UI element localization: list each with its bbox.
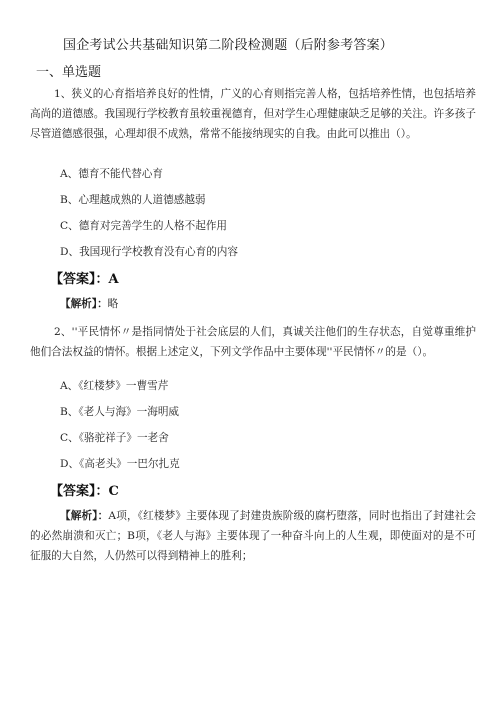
question-1-stem: 1、狭义的心育指培养良好的性情，广义的心育则指完善人格，包括培养性情，也包括培养高尚的道德感。我国现行学校教育虽较重视德育，但对学生心理健康缺乏足够的关注。许多孩子尽管道德感很强，心理却很不成熟，常常不能接纳现实的自我。由此可以推出（）。 xyxy=(30,88,476,140)
question-2-option-a: A、《红楼梦》一曹雪芹 xyxy=(60,380,169,392)
question-1-option-d: D、我国现行学校教育没有心育的内容 xyxy=(60,246,238,258)
question-1-answer xyxy=(50,268,119,287)
answer-label: 【答案】： xyxy=(50,272,109,287)
question-2-option-c: C、《骆驼祥子》一老舍 xyxy=(60,432,169,444)
question-1-option-c: C、德育对完善学生的人格不起作用 xyxy=(60,220,228,232)
document-title: 国企考试公共基础知识第二阶段检测题（后附参考答案） xyxy=(63,38,394,53)
question-2-option-d: D、《高老头》一巴尔扎克 xyxy=(60,458,180,470)
question-2-answer xyxy=(50,480,119,499)
section-heading: 一、单选题 xyxy=(36,65,102,80)
analysis-label: 【解析】： xyxy=(60,298,108,310)
question-1-analysis xyxy=(60,296,118,311)
question-1-option-a: A、德育不能代替心育 xyxy=(60,168,163,180)
answer-label: 【答案】： xyxy=(50,484,109,499)
answer-value: A xyxy=(108,272,119,287)
answer-value: C xyxy=(108,484,119,499)
question-2-option-b: B、《老人与海》一海明威 xyxy=(60,406,180,418)
analysis-text: 略 xyxy=(107,298,119,310)
question-1-option-b: B、心理越成熟的人道德感越弱 xyxy=(60,194,206,206)
analysis-text: A项，《红楼梦》主要体现了封建贵族阶级的腐朽堕落，同时也指出了封建社会的必然崩溃和灭亡；B项，《老人与海》主要体现了一种奋斗向上的人生观，即使面对的是不可征服的大自然，人仍然可以得到精神上的胜利； xyxy=(30,510,476,562)
analysis-label: 【解析】： xyxy=(60,510,109,522)
question-2-analysis xyxy=(30,506,476,566)
question-2-stem: 2、''平民情怀〃是指同情处于社会底层的人们，真诚关注他们的生存状态，自觉尊重维护他们合法权益的情怀。根据上述定义，下列文学作品中主要体现''平民情怀〃的是（）。 xyxy=(30,326,476,358)
